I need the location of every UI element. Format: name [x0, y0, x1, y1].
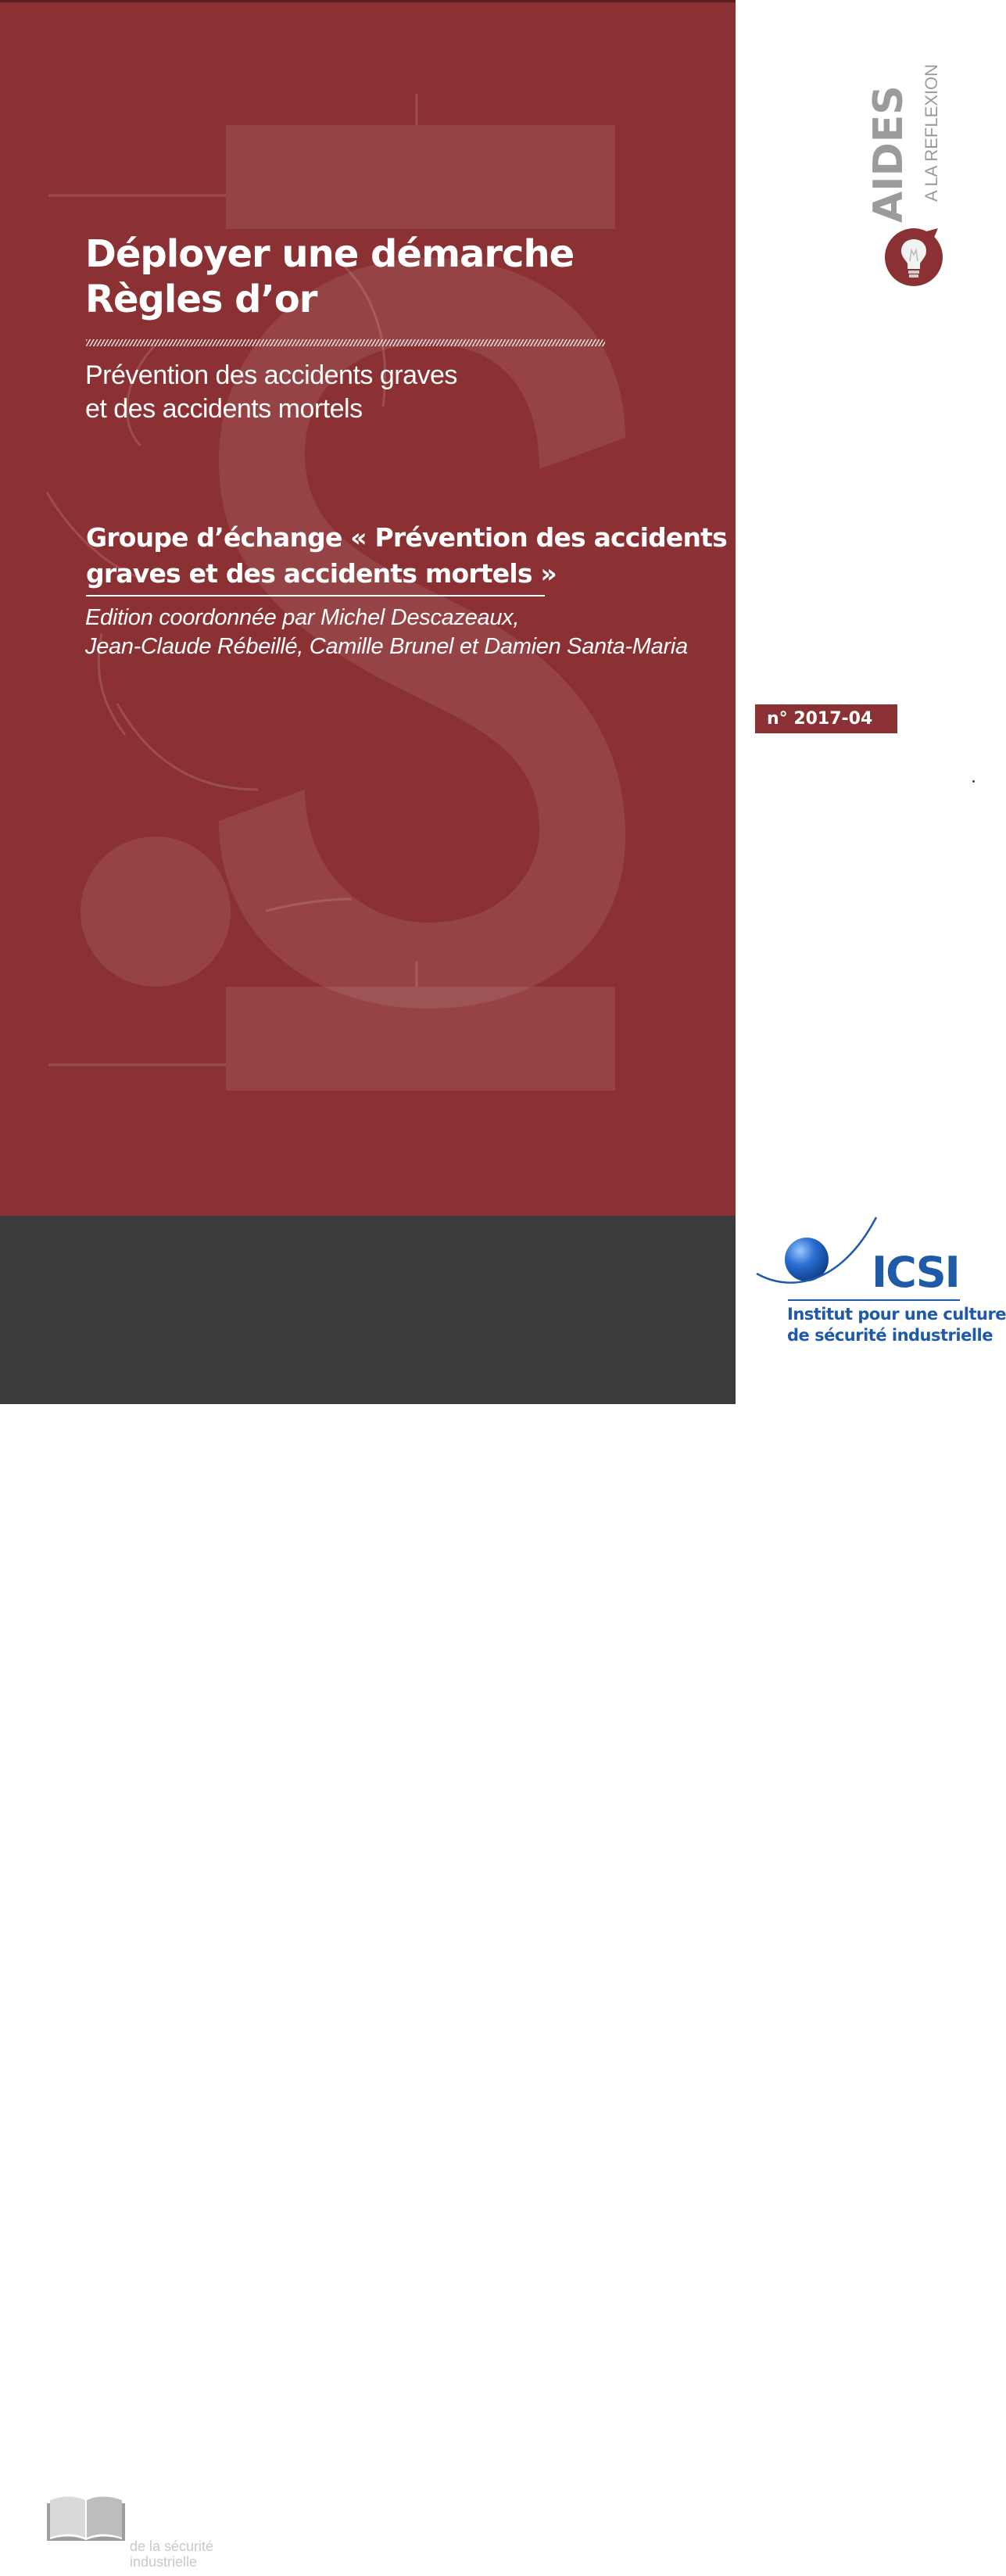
title-les: Les — [129, 2488, 174, 2515]
stray-dot — [972, 780, 975, 783]
tagline-line: Institut pour une culture — [787, 1305, 1006, 1324]
aides-label: AIDES — [865, 85, 912, 223]
les-cahiers-title — [129, 2490, 228, 2537]
editors-line: Jean-Claude Rébeillé, Camille Brunel et Damien Santa-Maria — [85, 634, 688, 659]
a-la-reflexion-label: A LA REFLEXION — [922, 63, 941, 202]
document-title — [85, 231, 648, 322]
working-group-title — [86, 520, 727, 592]
les-cahiers-subtitle — [130, 2538, 213, 2570]
icsi-logo — [754, 1214, 1006, 1355]
group-line: Groupe d’échange « Prévention des accidents — [86, 522, 727, 553]
editors-line: Edition coordonnée par Michel Descazeaux, — [85, 605, 520, 630]
icsi-tagline — [787, 1304, 1006, 1346]
group-line: graves et des accidents mortels » — [86, 558, 557, 589]
group-underline — [86, 595, 545, 597]
les-cahiers-logo — [47, 2490, 250, 2576]
subtitle-line: Prévention des accidents graves — [85, 360, 457, 390]
open-book-icon — [47, 2492, 125, 2541]
tagline-line: de sécurité industrielle — [787, 1326, 993, 1345]
issue-number-badge: n° 2017-04 — [755, 704, 897, 733]
lightbulb-icon — [883, 227, 944, 288]
subtitle-line: et des accidents mortels — [85, 394, 363, 424]
icsi-rule — [788, 1299, 960, 1301]
title-line: Règles d’or — [85, 278, 317, 321]
icsi-acronym: ICSI — [872, 1248, 959, 1297]
globe-swoosh-icon — [754, 1214, 887, 1300]
hatched-divider — [86, 339, 605, 346]
cover-panel — [0, 0, 736, 1216]
sub-line: de la sécurité — [130, 2538, 214, 2554]
sub-line: industrielle — [130, 2554, 198, 2570]
editors-credit — [85, 604, 688, 661]
title-line: Déployer une démarche — [85, 232, 575, 276]
title-cahiers: Cahiers — [129, 2511, 228, 2538]
document-subtitle — [85, 359, 457, 426]
bottom-band — [0, 1216, 736, 2570]
